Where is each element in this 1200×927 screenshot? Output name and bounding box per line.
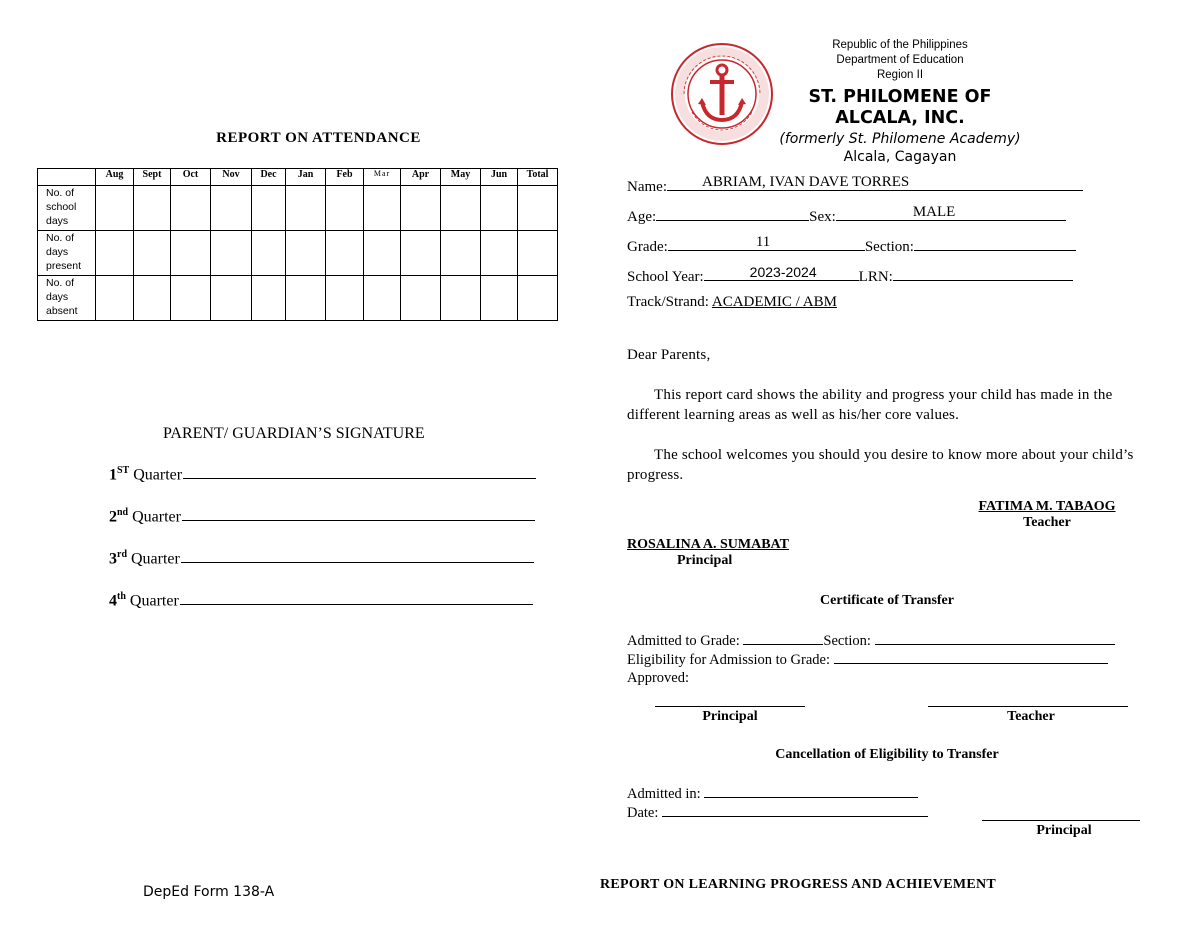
school-year-label: School Year:: [627, 269, 704, 285]
attendance-cell: [211, 231, 252, 276]
age-label: Age:: [627, 209, 657, 225]
quarter-ordinal: nd: [117, 507, 129, 518]
attendance-cell: [518, 186, 558, 231]
attendance-cell: [286, 276, 326, 321]
certificate-title: Certificate of Transfer: [820, 593, 954, 608]
admitted-in-line: [704, 785, 918, 798]
letter-paragraph-2: The school welcomes you should you desire to know more about your child’s progress.: [627, 447, 1134, 483]
date-line: [662, 804, 928, 817]
attendance-title: REPORT ON ATTENDANCE: [216, 130, 421, 146]
certificate-section-line: [875, 632, 1115, 645]
attendance-cell: [252, 186, 286, 231]
name-line: [667, 174, 1083, 191]
signature-title: PARENT/ GUARDIAN’S SIGNATURE: [163, 425, 425, 442]
attendance-cell: [171, 186, 211, 231]
row-label: No. of days present: [38, 231, 96, 276]
name-label: Name:: [627, 179, 667, 195]
attendance-cell: [326, 186, 364, 231]
quarter-ordinal: rd: [117, 549, 127, 560]
lrn-line: [893, 264, 1073, 281]
attendance-cell: [481, 231, 518, 276]
teacher-title: Teacher: [1023, 515, 1071, 530]
month-header: Oct: [171, 169, 211, 186]
attendance-cell: [252, 276, 286, 321]
quarter-ordinal: ST: [117, 465, 130, 476]
department-line: Department of Education: [836, 54, 964, 66]
student-sex: MALE: [912, 204, 956, 220]
month-header: Nov: [211, 169, 252, 186]
attendance-cell: [441, 186, 481, 231]
section-label: Section:: [864, 239, 914, 255]
month-header: Jun: [481, 169, 518, 186]
quarter-label: Quarter: [129, 592, 179, 610]
school-address: Alcala, Cagayan: [843, 149, 957, 165]
grade-line: [668, 234, 865, 251]
month-header: Aug: [96, 169, 134, 186]
month-header: Feb: [326, 169, 364, 186]
school-name: [780, 87, 1020, 129]
admitted-grade-row: [627, 632, 1115, 650]
attendance-cell: [481, 276, 518, 321]
admitted-grade-line: [743, 632, 823, 645]
attendance-cell: [364, 186, 401, 231]
school-year-value: 2023-2024: [749, 264, 817, 280]
quarter-number: 4: [109, 592, 117, 610]
age-line: [656, 204, 809, 221]
attendance-cell: [326, 231, 364, 276]
approved-label: Approved:: [627, 670, 690, 686]
attendance-row-days-absent: [38, 276, 558, 321]
form-code: DepEd Form 138-A: [143, 884, 275, 900]
grade-section-field: [627, 234, 1076, 256]
row-label: No. of days absent: [38, 276, 96, 321]
attendance-row-school-days: [38, 186, 558, 231]
attendance-cell: [401, 276, 441, 321]
attendance-cell: [518, 276, 558, 321]
attendance-cell: [134, 231, 171, 276]
region-line: Region II: [876, 69, 924, 81]
student-name: ABRIAM, IVAN DAVE TORRES: [701, 174, 910, 190]
principal-signature-block: [627, 537, 789, 569]
signature-rule: [181, 552, 534, 563]
eligibility-line: [834, 651, 1108, 664]
month-header: Sept: [134, 169, 171, 186]
attendance-cell: [441, 231, 481, 276]
attendance-cell: [211, 276, 252, 321]
attendance-cell: [286, 231, 326, 276]
attendance-table: [37, 168, 558, 321]
attendance-corner-cell: [38, 169, 96, 186]
month-header: Jan: [286, 169, 326, 186]
track-label: Track/Strand:: [627, 294, 709, 310]
school-name-line-1: ST. PHILOMENE OF: [808, 87, 992, 107]
lrn-label: LRN:: [858, 269, 893, 285]
cancel-principal-title: Principal: [1036, 823, 1092, 838]
month-header: Dec: [252, 169, 286, 186]
date-row: [627, 804, 928, 822]
report-title: REPORT ON LEARNING PROGRESS AND ACHIEVEMENT: [600, 877, 997, 892]
attendance-cell: [401, 186, 441, 231]
eligibility-row: [627, 651, 1108, 669]
date-label: Date:: [627, 805, 659, 821]
quarter-3-signature-line: [109, 549, 534, 568]
attendance-cell: [171, 231, 211, 276]
school-year-lrn-field: [627, 264, 1073, 286]
quarter-label: Quarter: [132, 508, 181, 526]
cancel-principal-line: [982, 808, 1140, 821]
principal-name: ROSALINA A. SUMABAT: [627, 537, 789, 552]
eligibility-label: Eligibility for Admission to Grade:: [627, 652, 830, 668]
attendance-cell: [96, 186, 134, 231]
principal-title: Principal: [677, 553, 733, 568]
attendance-cell: [134, 186, 171, 231]
teacher-name: FATIMA M. TABAOG: [978, 499, 1116, 514]
sex-line: [836, 204, 1066, 221]
track-value: ACADEMIC / ABM: [711, 294, 837, 310]
sex-label: Sex:: [809, 209, 836, 225]
quarter-1-signature-line: [109, 465, 536, 484]
row-label: No. of school days: [38, 186, 96, 231]
quarter-label: Quarter: [131, 550, 180, 568]
attendance-cell: [96, 231, 134, 276]
quarter-ordinal: th: [117, 591, 126, 602]
quarter-label: Quarter: [133, 466, 183, 484]
signature-rule: [182, 510, 535, 521]
cert-teacher-title: Teacher: [1007, 709, 1055, 724]
admitted-in-row: [627, 785, 918, 803]
attendance-cell: [326, 276, 364, 321]
name-field: [627, 174, 1083, 196]
attendance-cell: [211, 186, 252, 231]
quarter-2-signature-line: [109, 507, 535, 526]
cancellation-title: Cancellation of Eligibility to Transfer: [775, 747, 999, 762]
month-header: Apr: [401, 169, 441, 186]
attendance-cell: [286, 186, 326, 231]
track-strand-field: [627, 294, 837, 311]
admitted-in-label: Admitted in:: [627, 786, 701, 802]
signature-rule: [183, 468, 536, 479]
quarter-number: 2: [109, 508, 117, 526]
age-sex-field: [627, 204, 1066, 226]
letter-paragraph-1: This report card shows the ability and progress your child has made in the different learning areas as well as his/her core values.: [627, 387, 1113, 423]
attendance-cell: [96, 276, 134, 321]
republic-line: Republic of the Philippines: [832, 39, 968, 51]
attendance-cell: [481, 186, 518, 231]
attendance-cell: [364, 276, 401, 321]
attendance-header-row: [38, 169, 558, 186]
attendance-cell: [134, 276, 171, 321]
attendance-cell: [364, 231, 401, 276]
attendance-cell: [252, 231, 286, 276]
month-header: May: [441, 169, 481, 186]
attendance-cell: [518, 231, 558, 276]
admitted-grade-label: Admitted to Grade:: [627, 633, 740, 649]
former-name: (formerly St. Philomene Academy): [779, 131, 1021, 147]
attendance-cell: [171, 276, 211, 321]
cert-principal-line: [655, 694, 805, 707]
grade-label: Grade:: [627, 239, 668, 255]
quarter-4-signature-line: [109, 591, 533, 610]
attendance-row-days-present: [38, 231, 558, 276]
month-header: Total: [518, 169, 558, 186]
cert-principal-title: Principal: [702, 709, 758, 724]
salutation: Dear Parents,: [627, 347, 711, 363]
certificate-section-label: Section:: [823, 633, 871, 649]
attendance-cell: [401, 231, 441, 276]
school-year-line: [704, 264, 859, 281]
signature-rule: [180, 594, 533, 605]
cert-teacher-line: [928, 694, 1128, 707]
teacher-signature-block: [947, 499, 1147, 531]
attendance-cell: [441, 276, 481, 321]
school-name-line-2: ALCALA, INC.: [835, 108, 965, 128]
month-header: Mar: [364, 169, 401, 186]
section-line: [914, 234, 1076, 251]
student-grade: 11: [755, 234, 771, 250]
quarter-number: 1: [109, 466, 117, 484]
quarter-number: 3: [109, 550, 117, 568]
